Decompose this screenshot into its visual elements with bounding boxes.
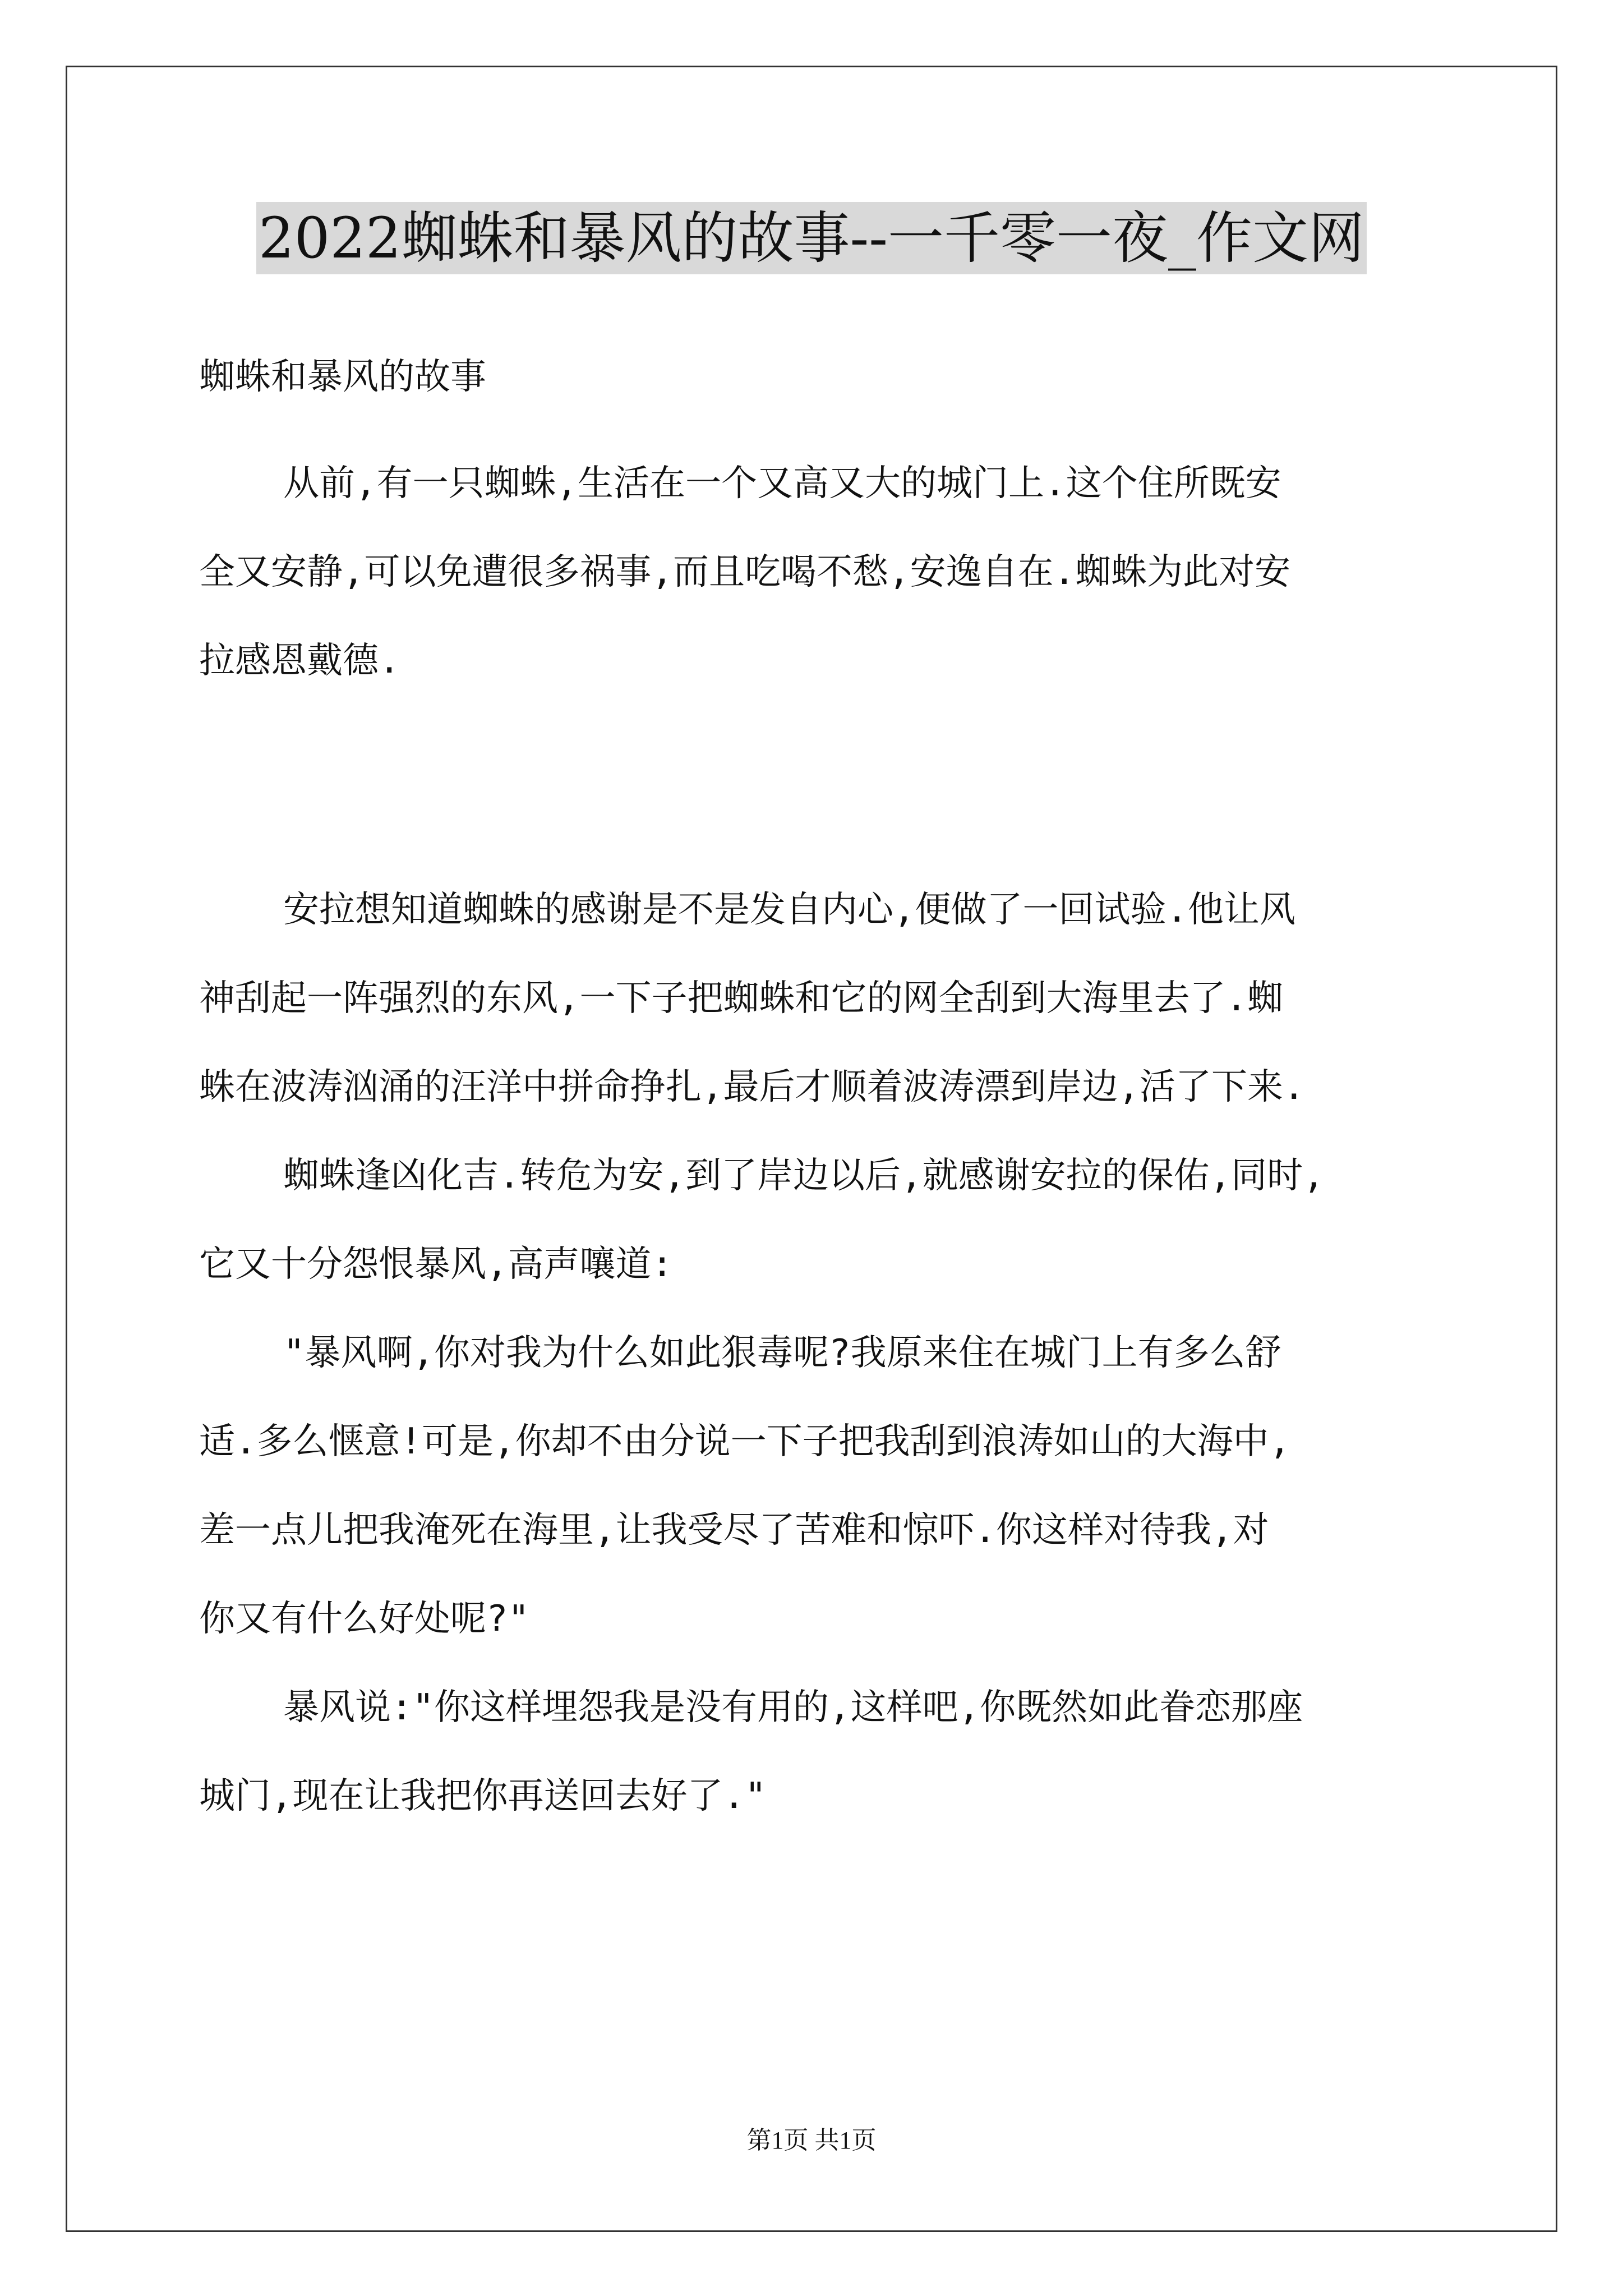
body-line-7: 蜘蛛逢凶化吉.转危为安,到了岸边以后,就感谢安拉的保佑,同时, (283, 1155, 1325, 1197)
body-line-11: 差一点儿把我淹死在海里,让我受尽了苦难和惊吓.你这样对待我,对 (199, 1510, 1269, 1551)
body-line-12: 你又有什么好处呢?" (199, 1598, 530, 1640)
body-line-3: 拉感恩戴德. (199, 640, 400, 682)
document-title (0, 202, 1623, 275)
body-line-14: 城门,现在让我把你再送回去好了." (199, 1775, 767, 1817)
body-line-13: 暴风说:"你这样埋怨我是没有用的,这样吧,你既然如此眷恋那座 (283, 1687, 1303, 1728)
body-line-5: 神刮起一阵强烈的东风,一下子把蜘蛛和它的网全刮到大海里去了.蜘 (199, 978, 1284, 1019)
body-line-1: 从前,有一只蜘蛛,生活在一个又高又大的城门上.这个住所既安 (283, 463, 1281, 504)
body-line-4: 安拉想知道蜘蛛的感谢是不是发自内心,便做了一回试验.他让风 (283, 889, 1296, 931)
page-footer: 第1页 共1页 (746, 2127, 877, 2154)
story-subtitle: 蜘蛛和暴风的故事 (199, 356, 486, 398)
body-line-2: 全又安静,可以免遭很多祸事,而且吃喝不愁,安逸自在.蜘蛛为此对安 (199, 551, 1291, 593)
body-line-9: "暴风啊,你对我为什么如此狠毒呢?我原来住在城门上有多么舒 (283, 1332, 1281, 1374)
body-line-8: 它又十分怨恨暴风,高声嚷道: (199, 1244, 674, 1285)
body-line-10: 适.多么惬意!可是,你却不由分说一下子把我刮到浪涛如山的大海中, (199, 1421, 1291, 1462)
title-text: 2022蜘蛛和暴风的故事--一千零一夜_作文网 (256, 202, 1367, 274)
body-line-6: 蛛在波涛汹涌的汪洋中拼命挣扎,最后才顺着波涛漂到岸边,活了下来. (199, 1066, 1305, 1108)
